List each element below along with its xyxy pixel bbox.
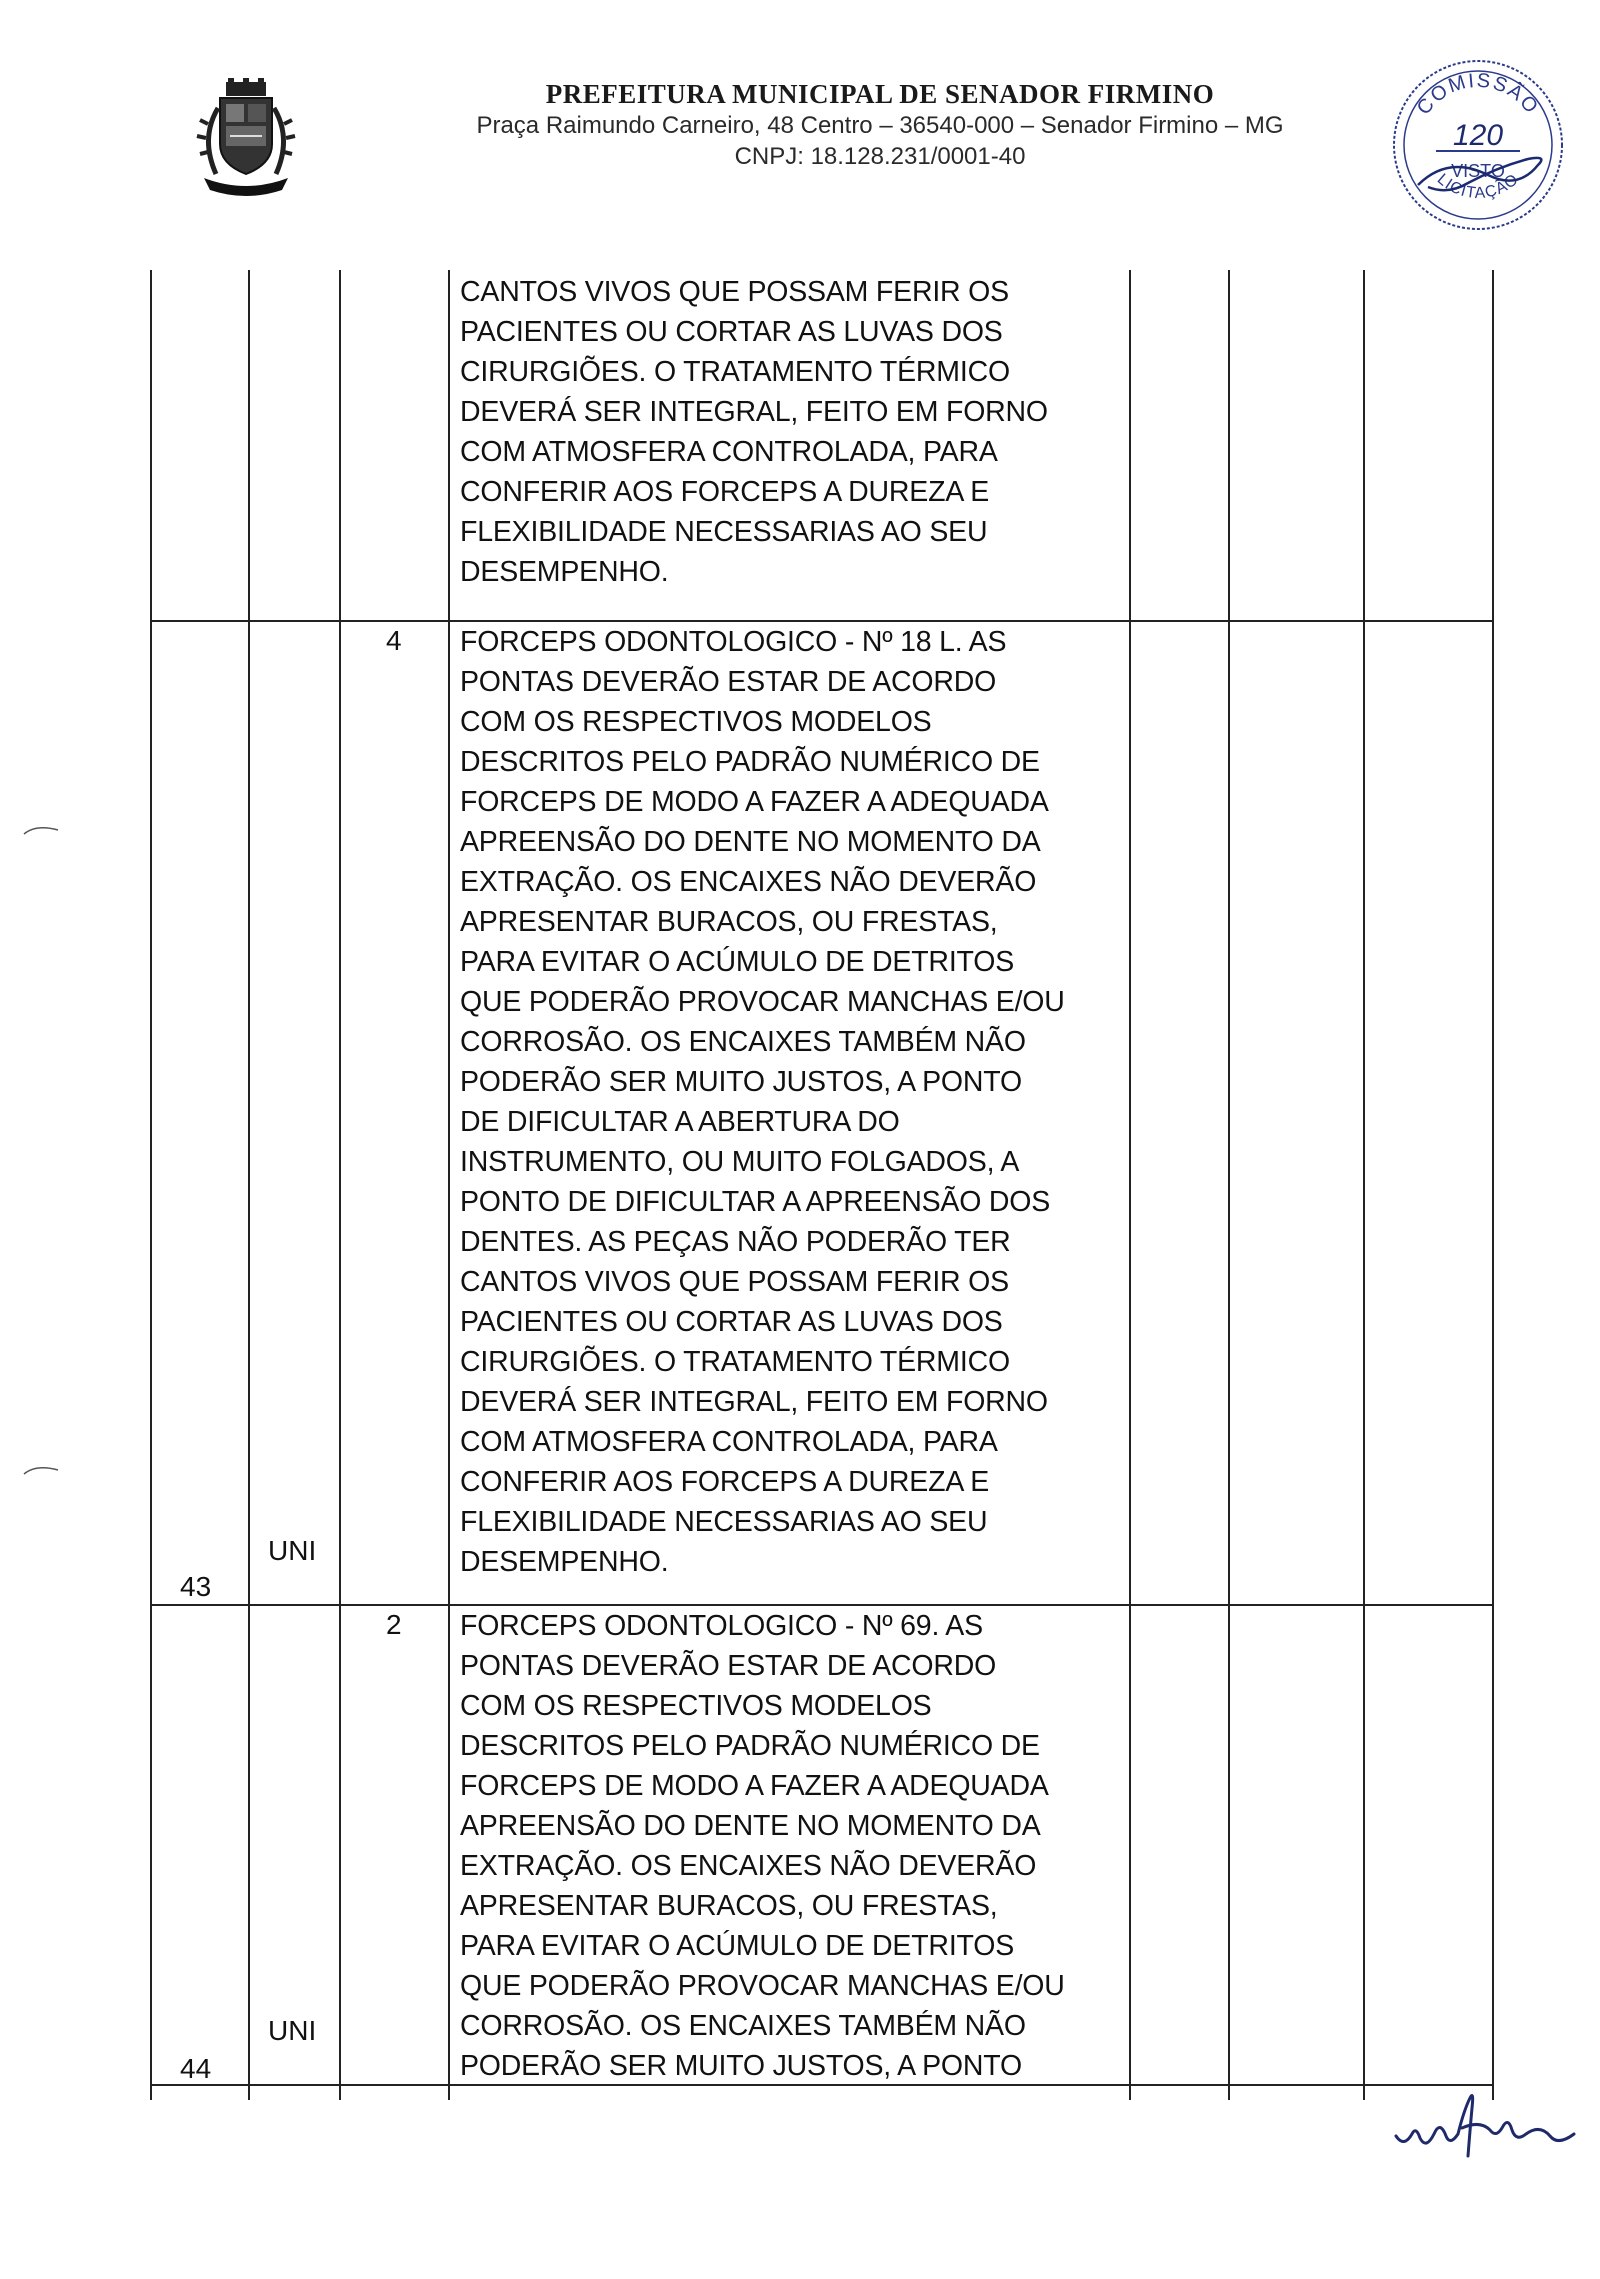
item-description — [460, 272, 1048, 592]
description-line: PODERÃO SER MUITO JUSTOS, A PONTO — [460, 1066, 1022, 1098]
table-divider — [248, 270, 250, 2100]
svg-text:COMISSÃO — [1413, 70, 1544, 119]
description-line: PACIENTES OU CORTAR AS LUVAS DOS — [460, 316, 1003, 348]
description-line: COM OS RESPECTIVOS MODELOS — [460, 1690, 932, 1722]
description-line: EXTRAÇÃO. OS ENCAIXES NÃO DEVERÃO — [460, 1850, 1037, 1882]
description-line: EXTRAÇÃO. OS ENCAIXES NÃO DEVERÃO — [460, 866, 1037, 898]
description-line: FORCEPS DE MODO A FAZER A ADEQUADA — [460, 786, 1049, 818]
margin-mark — [22, 1460, 62, 1480]
description-line: DE DIFICULTAR A ABERTURA DO — [460, 1106, 900, 1138]
description-line: FLEXIBILIDADE NECESSARIAS AO SEU — [460, 1506, 988, 1538]
description-line: CORROSÃO. OS ENCAIXES TAMBÉM NÃO — [460, 2010, 1026, 2042]
description-line: PONTO DE DIFICULTAR A APREENSÃO DOS — [460, 1186, 1051, 1218]
municipality-address: Praça Raimundo Carneiro, 48 Centro – 36540-000 – Senador Firmino – MG — [476, 112, 1284, 139]
table-divider — [1363, 270, 1365, 2100]
description-line: FLEXIBILIDADE NECESSARIAS AO SEU — [460, 516, 988, 548]
description-line: DESEMPENHO. — [460, 556, 669, 588]
item-unit: UNI — [268, 2015, 317, 2046]
item-number: 43 — [180, 1571, 212, 1602]
description-line: CORROSÃO. OS ENCAIXES TAMBÉM NÃO — [460, 1026, 1026, 1058]
description-line: INSTRUMENTO, OU MUITO FOLGADOS, A — [460, 1146, 1020, 1178]
table-divider — [448, 270, 450, 2100]
description-line: APREENSÃO DO DENTE NO MOMENTO DA — [460, 1810, 1041, 1842]
municipal-coat-of-arms-icon — [196, 78, 296, 196]
description-line: APREENSÃO DO DENTE NO MOMENTO DA — [460, 826, 1041, 858]
item-description — [460, 1606, 1065, 2086]
description-line: APRESENTAR BURACOS, OU FRESTAS, — [460, 1890, 998, 1922]
description-line: PARA EVITAR O ACÚMULO DE DETRITOS — [460, 946, 1015, 978]
description-line: DENTES. AS PEÇAS NÃO PODERÃO TER — [460, 1226, 1011, 1258]
table-divider — [339, 270, 341, 2100]
description-line: DESCRITOS PELO PADRÃO NUMÉRICO DE — [460, 746, 1040, 778]
description-line: CANTOS VIVOS QUE POSSAM FERIR OS — [460, 1266, 1009, 1298]
table-border-left — [150, 270, 152, 2100]
item-quantity: 4 — [386, 625, 402, 656]
table-divider — [1228, 270, 1230, 2100]
description-line: PODERÃO SER MUITO JUSTOS, A PONTO — [460, 2050, 1022, 2082]
description-line: COM OS RESPECTIVOS MODELOS — [460, 706, 932, 738]
commission-stamp — [1388, 55, 1568, 235]
description-line: COM ATMOSFERA CONTROLADA, PARA — [460, 1426, 998, 1458]
description-line: FORCEPS ODONTOLOGICO - Nº 69. AS — [460, 1610, 983, 1642]
description-line: APRESENTAR BURACOS, OU FRESTAS, — [460, 906, 998, 938]
table-divider — [1129, 270, 1131, 2100]
table-border-right — [1492, 270, 1494, 2100]
municipality-title: PREFEITURA MUNICIPAL DE SENADOR FIRMINO — [545, 79, 1215, 109]
description-line: FORCEPS ODONTOLOGICO - Nº 18 L. AS — [460, 626, 1007, 658]
stamp-page-number: 120 — [1452, 119, 1504, 152]
description-line: QUE PODERÃO PROVOCAR MANCHAS E/OU — [460, 1970, 1065, 2002]
description-line: CIRURGIÕES. O TRATAMENTO TÉRMICO — [460, 356, 1010, 388]
margin-mark — [22, 820, 62, 840]
municipality-cnpj: CNPJ: 18.128.231/0001-40 — [734, 143, 1026, 170]
item-number: 44 — [180, 2053, 212, 2084]
description-line: FORCEPS DE MODO A FAZER A ADEQUADA — [460, 1770, 1049, 1802]
description-line: QUE PODERÃO PROVOCAR MANCHAS E/OU — [460, 986, 1065, 1018]
description-line: PACIENTES OU CORTAR AS LUVAS DOS — [460, 1306, 1003, 1338]
stamp-bottom-text: LICITAÇÃO — [1433, 170, 1523, 203]
stamp-top-text: COMISSÃO — [1412, 69, 1544, 120]
stamp-middle-text: VISTO — [1451, 161, 1505, 181]
description-line: DEVERÁ SER INTEGRAL, FEITO EM FORNO — [460, 396, 1048, 428]
description-line: DESCRITOS PELO PADRÃO NUMÉRICO DE — [460, 1730, 1040, 1762]
description-line: CONFERIR AOS FORCEPS A DUREZA E — [460, 1466, 990, 1498]
letterhead — [380, 78, 1380, 172]
description-line: PONTAS DEVERÃO ESTAR DE ACORDO — [460, 666, 997, 698]
description-line: DESEMPENHO. — [460, 1546, 669, 1578]
description-line: CIRURGIÕES. O TRATAMENTO TÉRMICO — [460, 1346, 1010, 1378]
item-unit: UNI — [268, 1535, 317, 1566]
item-description — [460, 622, 1065, 1582]
item-quantity: 2 — [386, 1609, 402, 1640]
description-line: CANTOS VIVOS QUE POSSAM FERIR OS — [460, 276, 1009, 308]
handwritten-signature — [1390, 2090, 1580, 2170]
description-line: PARA EVITAR O ACÚMULO DE DETRITOS — [460, 1930, 1015, 1962]
description-line: CONFERIR AOS FORCEPS A DUREZA E — [460, 476, 990, 508]
description-line: DEVERÁ SER INTEGRAL, FEITO EM FORNO — [460, 1386, 1048, 1418]
description-line: PONTAS DEVERÃO ESTAR DE ACORDO — [460, 1650, 997, 1682]
description-line: COM ATMOSFERA CONTROLADA, PARA — [460, 436, 998, 468]
